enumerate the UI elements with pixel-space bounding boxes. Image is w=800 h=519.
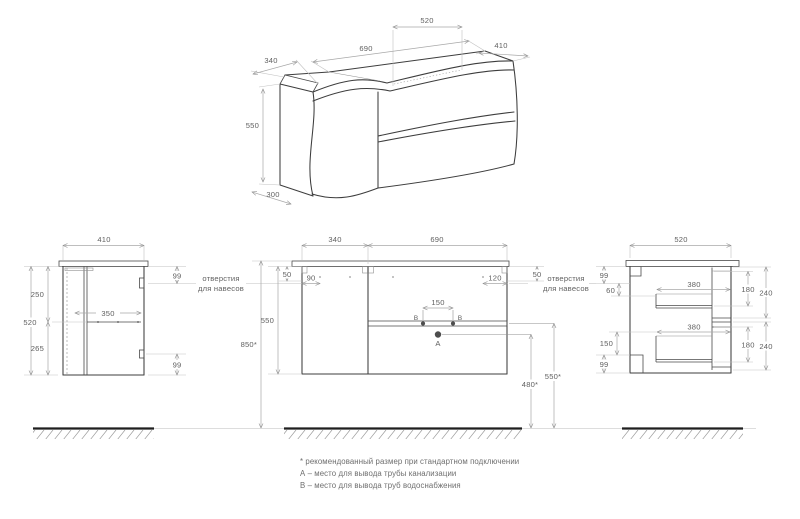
dim-lv-height: 520 xyxy=(23,318,37,327)
note-a-definition: А – место для вывода трубы канализации xyxy=(300,469,457,478)
dim-fv-hole-inset-left: 90 xyxy=(306,273,316,283)
label-b-left: В xyxy=(413,315,419,322)
dim-pv-depth-left: 300 xyxy=(266,190,280,199)
notch-top-left xyxy=(630,267,641,277)
holes-label-left-line1: отверстия xyxy=(202,274,240,283)
right-view-linework xyxy=(626,261,739,374)
dim-rv-drawer-depth-top: 380 xyxy=(687,280,701,289)
front-view xyxy=(241,235,596,428)
dim-rv-gap-top: 60 xyxy=(606,286,615,295)
holes-label-right-line1: отверстия xyxy=(547,274,585,283)
perspective-view xyxy=(246,16,530,204)
dim-pv-width-left: 340 xyxy=(264,56,278,65)
left-view-linework xyxy=(59,261,148,375)
dim-fv-b-spacing: 150 xyxy=(431,298,445,307)
dim-rv-drawer-front-bottom: 240 xyxy=(759,342,773,351)
right-side-view xyxy=(596,235,775,373)
note-recommended-size: * рекомендованный размер при стандартном подключении xyxy=(300,457,520,466)
dim-fv-hole-drop-left: 50 xyxy=(282,270,292,279)
perspective-linework xyxy=(280,30,517,198)
front-view-dimensions xyxy=(241,235,596,428)
dim-lv-hole-top: 99 xyxy=(172,271,182,281)
dim-rv-hole-bottom: 99 xyxy=(599,360,609,369)
floor-hatch-center xyxy=(284,430,522,439)
dim-pv-depth-top: 520 xyxy=(420,16,434,25)
label-b-right: В xyxy=(457,315,463,322)
note-b-definition: В – место для вывода труб водоснабжения xyxy=(300,481,461,490)
dim-lv-bottom: 265 xyxy=(30,344,44,353)
floor xyxy=(33,429,756,440)
left-view-dimensions xyxy=(20,235,196,375)
dim-fv-hole-drop-right: 50 xyxy=(532,270,542,279)
notes xyxy=(300,457,519,490)
dim-lv-width: 410 xyxy=(97,235,111,244)
floor-hatch-right xyxy=(622,430,743,439)
dim-fv-floor-to-top: 850* xyxy=(240,340,257,349)
point-b-right xyxy=(451,321,455,325)
dim-pv-height: 550 xyxy=(245,121,259,130)
dim-fv-height: 550 xyxy=(260,316,274,325)
dim-rv-gap-bottom: 150 xyxy=(599,339,613,348)
dim-pv-depth-right: 410 xyxy=(494,41,508,50)
right-view-dimensions xyxy=(596,235,775,373)
dim-lv-top: 250 xyxy=(30,290,44,299)
dim-rv-width: 520 xyxy=(674,235,688,244)
hanger-tab-bottom xyxy=(140,350,145,358)
hanger-tab-top xyxy=(140,278,145,288)
dim-rv-drawer-depth-bottom: 380 xyxy=(687,322,701,332)
dim-fv-hole-inset-right: 120 xyxy=(488,273,502,283)
dim-rv-hole-top: 99 xyxy=(599,271,609,280)
dim-pv-width-right: 690 xyxy=(359,44,373,53)
dim-lv-shelf: 350 xyxy=(101,309,115,318)
dim-fv-floor-to-b: 550* xyxy=(544,372,562,381)
holes-label-left-line2: для навесов xyxy=(197,284,245,293)
dim-fv-floor-to-a: 480* xyxy=(521,380,539,389)
label-a: А xyxy=(435,339,441,348)
perspective-dimensions xyxy=(246,16,530,204)
dim-rv-drawer-front-top: 240 xyxy=(759,288,773,298)
point-b-left xyxy=(421,321,425,325)
dim-lv-hole-bottom: 99 xyxy=(172,360,182,370)
front-view-linework xyxy=(292,261,509,374)
dim-rv-drawer-inner-bottom: 180 xyxy=(741,340,755,350)
hanger-holes-label-right xyxy=(543,274,589,293)
dim-fv-left-width: 340 xyxy=(328,235,342,244)
floor-hatch-left xyxy=(33,430,154,439)
dim-rv-drawer-inner-top: 180 xyxy=(741,285,755,294)
point-a xyxy=(435,331,441,337)
notch-bottom-left xyxy=(630,355,643,373)
holes-label-right-line2: для навесов xyxy=(542,284,590,293)
left-side-view xyxy=(20,235,301,375)
dim-fv-right-width: 690 xyxy=(430,235,444,244)
